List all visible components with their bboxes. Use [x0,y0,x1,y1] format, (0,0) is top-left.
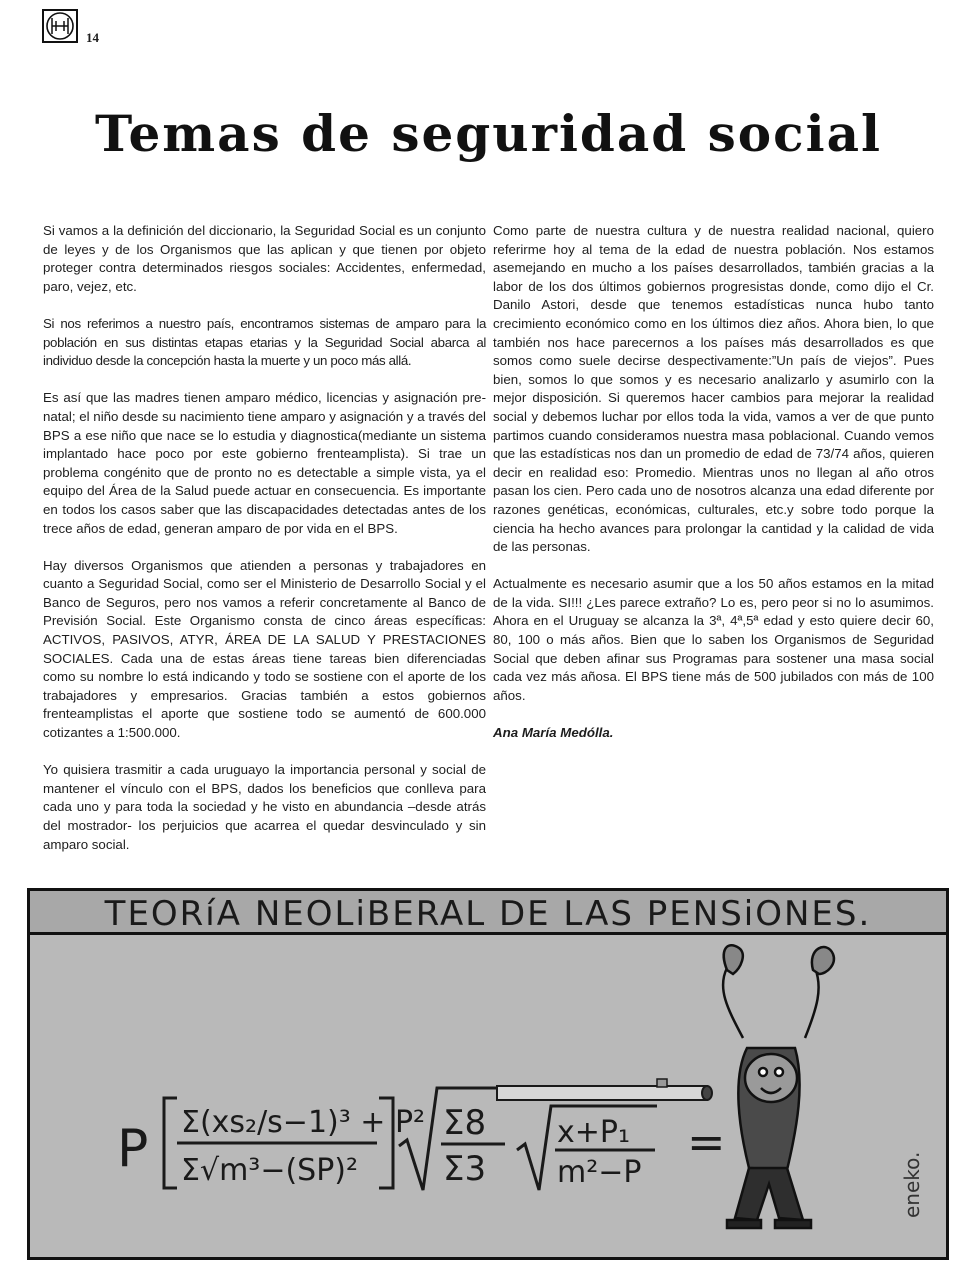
cartoonist-signature: eneko. [900,1151,924,1218]
publication-logo-icon [42,9,78,43]
formula-inner-denominator: m²−P [557,1155,642,1190]
paragraph: Si nos referimos a nuestro país, encontramos sistemas de amparo para la población en sus distintas etapas etarias y la Seguridad Social abarca al individuo desde la concepción hasta la muerte y un poco más allá. [43,315,486,369]
formula-inner-numerator: x+P₁ [557,1115,631,1150]
paragraph: Como parte de nuestra cultura y de nuestra realidad nacional, quiero referirme hoy al tema de la edad de nuestra población. Nos estamos asemejando en mucho a los países desarrollados, también gracias a la labor de los dos últimos gobiernos progresistas donde, como dijo el Cr. Danilo Astori, desde que tenemos estadísticas nunca hubo tanto crecimiento económico como en los últimos diez años. Ahora bien, lo que también nos hace parecernos a los países más desarrollados es que somos como suele decirse despectivamente:”Un país de viejos”. Pues bien, somos lo que somos y es necesario analizarlo y asumirlo con la mejor disposición. Si queremos hacer cambios para mejorar la realidad social y debemos luchar por ellos toda la vida, vamos a ver de que punto partimos cuando consideramos nuestra masa poblacional. Cuando vemos que las estadísticas nos dan un promedio de edad de 73/74 años, quieren decir en realidad eso: Promedio. Mientras unos no llegan al año otros pasan los cien. Pero cada uno de nosotros alcanza una edad diferente por razones genéticas, económicas, culturales, etc.y sobre todo porque la ciencia ha hecho avances para prolongar la cantidad y la calidad de vida de las personas. [493,223,934,555]
cartoon-caption: TEORíA NEOLiBERAL DE LAS PENSiONES. [104,894,872,934]
paragraph: Actualmente es necesario asumir que a los 50 años estamos en la mitad de la vida. SI!!! ¿Les parece extraño? Lo es, pero peor si no lo asumimos. Ahora en el Uruguay se alcanza la 3ª, 4ª,5ª edad y esto quiere decir 60, 80, 100 o más años. Bien que lo saben los Organismos de Seguridad Social que deben afinar sus Programas para sostener una masa social cada vez más añosa. El BPS tiene más de 500 jubilados con más de 100 años. [493,576,934,703]
formula-lead: P [117,1119,149,1179]
left-column [43,222,486,873]
page-number: 14 [86,30,99,45]
formula-root-denominator: Σ3 [443,1149,487,1189]
author-signature: Ana María Medólla. [493,725,614,741]
right-column [493,222,934,761]
formula-equals: = [687,1115,726,1169]
formula-sum-numerator: Σ(xs₂/s−1)³ + P² [181,1105,426,1140]
paragraph: Si vamos a la definición del diccionario, la Seguridad Social es un conjunto de leyes y de los Organismos que las aplican y que tienen por objeto proteger contra determinados riesgos sociales: Accidentes, enfermedad, paro, vejez, etc. [43,223,486,294]
paragraph: Hay diversos Organismos que atienden a personas y trabajadores en cuanto a Seguridad Social, como ser el Ministerio de Desarrollo Social y el Banco de Seguros, pero nos vamos a referir concretamente al Banco de Previsión Social. Este Organismo consta de cinco áreas específicas: ACTIVOS, PASIVOS, ATYR, ÁREA DE LA SALUD Y PRESTACIONES SOCIALES. Cada una de estas áreas tiene tareas bien diferenciadas como su nombre lo está indicando y todo se sostiene con el aporte de los trabajadores y empresarios. Gracias también a estos gobiernos frenteamplistas el aporte que sostiene todo se aumentó de 600.000 cotizantes a 1:500.000. [43,557,486,741]
formula-root-numerator: Σ8 [443,1103,487,1143]
cartoon-illustration [27,888,949,1260]
article-title: Temas de seguridad social [95,104,882,163]
formula-sum-denominator: Σ√m³−(SP)² [181,1153,359,1188]
paragraph: Yo quisiera trasmitir a cada uruguayo la importancia personal y social de mantener el vínculo con el BPS, dados los beneficios que conlleva para cada uno y para toda la sociedad y he visto en abundancia –desde atrás del mostrador- los perjuicios que acarrea el quedar desvinculado y sin amparo social. [43,762,486,852]
paragraph: Es así que las madres tienen amparo médico, licencias y asignación pre-natal; el niño desde su nacimiento tiene amparo y asignación y a través del BPS a ese niño que nace se lo estudia y diagnostica(mediante un sistema implantado hace poco por este gobierno frenteamplista). Si trae un problema congénito que de pronto no es detectable a simple vista, ya el equipo del Área de la Salud puede actuar en consecuencia. Es importante en todos los casos saber que las discapacidades detectadas antes de los trece años de edad, generan amparo de por vida en el BPS. [43,390,486,536]
